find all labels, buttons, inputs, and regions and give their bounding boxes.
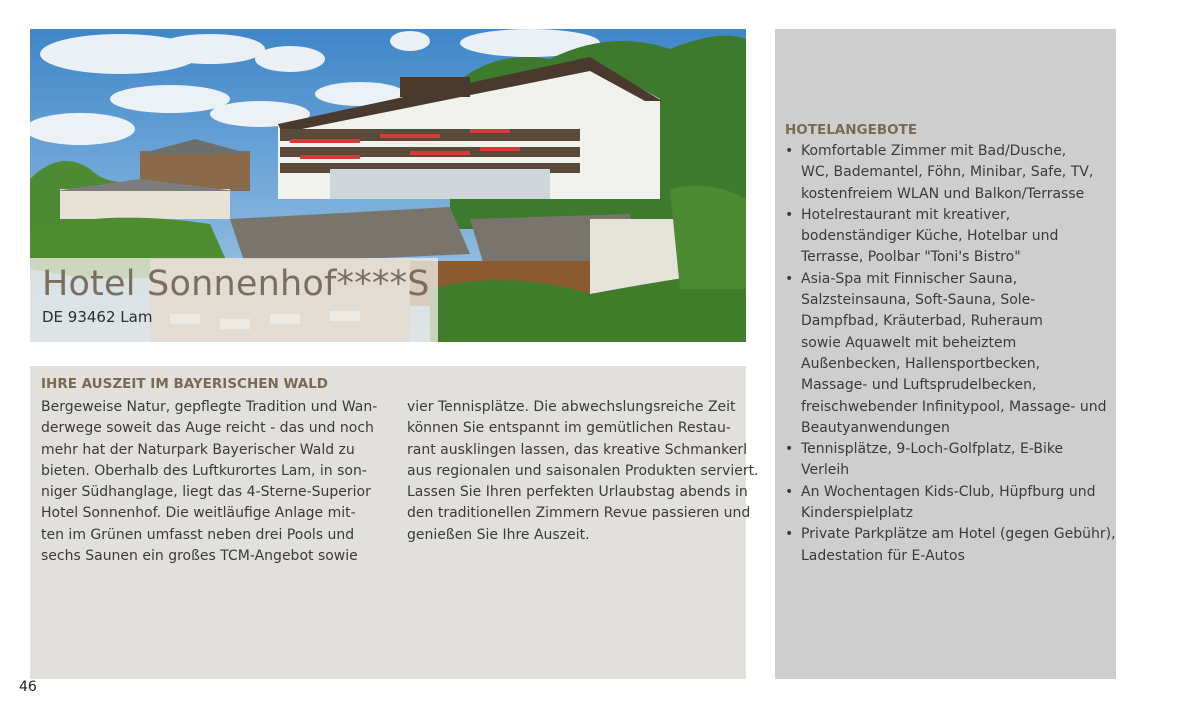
text-line: Lassen Sie Ihren perfekten Urlaubstag abends in: [407, 484, 748, 501]
text-line: Komfortable Zimmer mit Bad/Dusche,: [801, 143, 1067, 159]
text-line: Massage- und Luftsprudelbecken,: [801, 377, 1037, 394]
bullet-icon: •: [785, 270, 794, 287]
text-line: Ladestation für E-Autos: [801, 547, 965, 564]
text-line: aus regionalen und saisonalen Produkten serviert.: [407, 462, 759, 479]
text-line: Tennisplätze, 9-Loch-Golfplatz, E-Bike: [801, 441, 1064, 458]
hotel-title-overlay: [30, 258, 438, 342]
hotel-location: DE 93462 Lam: [42, 308, 153, 326]
bullet-icon: •: [785, 526, 794, 543]
bullet-icon: •: [785, 143, 794, 159]
text-line: Außenbecken, Hallensportbecken,: [801, 355, 1041, 372]
text-line: niger Südhanglage, liegt das 4-Sterne-Superior: [41, 484, 371, 501]
bullet-icon: •: [785, 441, 794, 458]
description-box: [30, 366, 759, 679]
text-line: WC, Bademantel, Föhn, Minibar, Safe, TV,: [801, 164, 1094, 181]
text-line: Hotel Sonnenhof. Die weitläufige Anlage mit-: [41, 505, 356, 522]
text-line: Bergeweise Natur, gepflegte Tradition und Wan-: [41, 399, 378, 415]
description-column-2: [407, 397, 759, 546]
bullet-icon: •: [785, 483, 794, 500]
text-line: bodenständiger Küche, Hotelbar und: [801, 228, 1059, 245]
text-line: Salzsteinsauna, Soft-Sauna, Sole-: [801, 292, 1036, 309]
text-line: können Sie entspannt im gemütlichen Restau-: [407, 420, 731, 437]
text-line: vier Tennisplätze. Die abwechslungsreiche Zeit: [407, 399, 736, 415]
text-line: derwege soweit das Auge reicht - das und noch: [41, 420, 374, 437]
text-line: Asia-Spa mit Finnischer Sauna,: [801, 270, 1018, 287]
text-line: Hotelrestaurant mit kreativer,: [801, 206, 1011, 223]
text-line: genießen Sie Ihre Auszeit.: [407, 526, 590, 543]
text-line: den traditionellen Zimmern Revue passieren und: [407, 505, 751, 522]
text-line: Terrasse, Poolbar "Toni's Bistro": [801, 249, 1021, 266]
text-line: An Wochentagen Kids-Club, Hüpfburg und: [801, 483, 1096, 500]
page-number: 46: [19, 679, 37, 695]
list-item: [785, 482, 1115, 525]
list-item: [785, 141, 1115, 205]
text-line: Beautyanwendungen: [801, 419, 950, 436]
text-line: freischwebender Infinitypool, Massage- und: [801, 398, 1107, 415]
description-column-1: [41, 397, 378, 567]
hotel-name: Hotel Sonnenhof****S: [42, 264, 430, 304]
offers-heading: HOTELANGEBOTE: [785, 122, 918, 138]
offers-box: [775, 29, 1116, 679]
text-line: Private Parkplätze am Hotel (gegen Gebühr),: [801, 526, 1116, 543]
description-heading: IHRE AUSZEIT IM BAYERISCHEN WALD: [41, 376, 329, 392]
list-item: [785, 269, 1115, 439]
list-item: [785, 205, 1115, 269]
text-line: Verleih: [801, 462, 850, 479]
list-item: [785, 524, 1115, 567]
text-line: ten im Grünen umfasst neben drei Pools und: [41, 526, 355, 543]
list-item: [785, 439, 1115, 482]
text-line: Kinderspielplatz: [801, 505, 913, 522]
text-line: Dampfbad, Kräuterbad, Ruheraum: [801, 313, 1043, 330]
text-line: rant ausklingen lassen, das kreative Schmankerl: [407, 441, 748, 458]
bullet-icon: •: [785, 206, 794, 223]
offers-list: [785, 141, 1115, 567]
text-line: kostenfreiem WLAN und Balkon/Terrasse: [801, 185, 1085, 202]
text-line: bieten. Oberhalb des Luftkurortes Lam, in son-: [41, 462, 367, 479]
text-line: mehr hat der Naturpark Bayerischer Wald zu: [41, 441, 355, 458]
text-line: sowie Aquawelt mit beheiztem: [801, 334, 1017, 351]
text-line: sechs Saunen ein großes TCM-Angebot sowie: [41, 548, 358, 565]
